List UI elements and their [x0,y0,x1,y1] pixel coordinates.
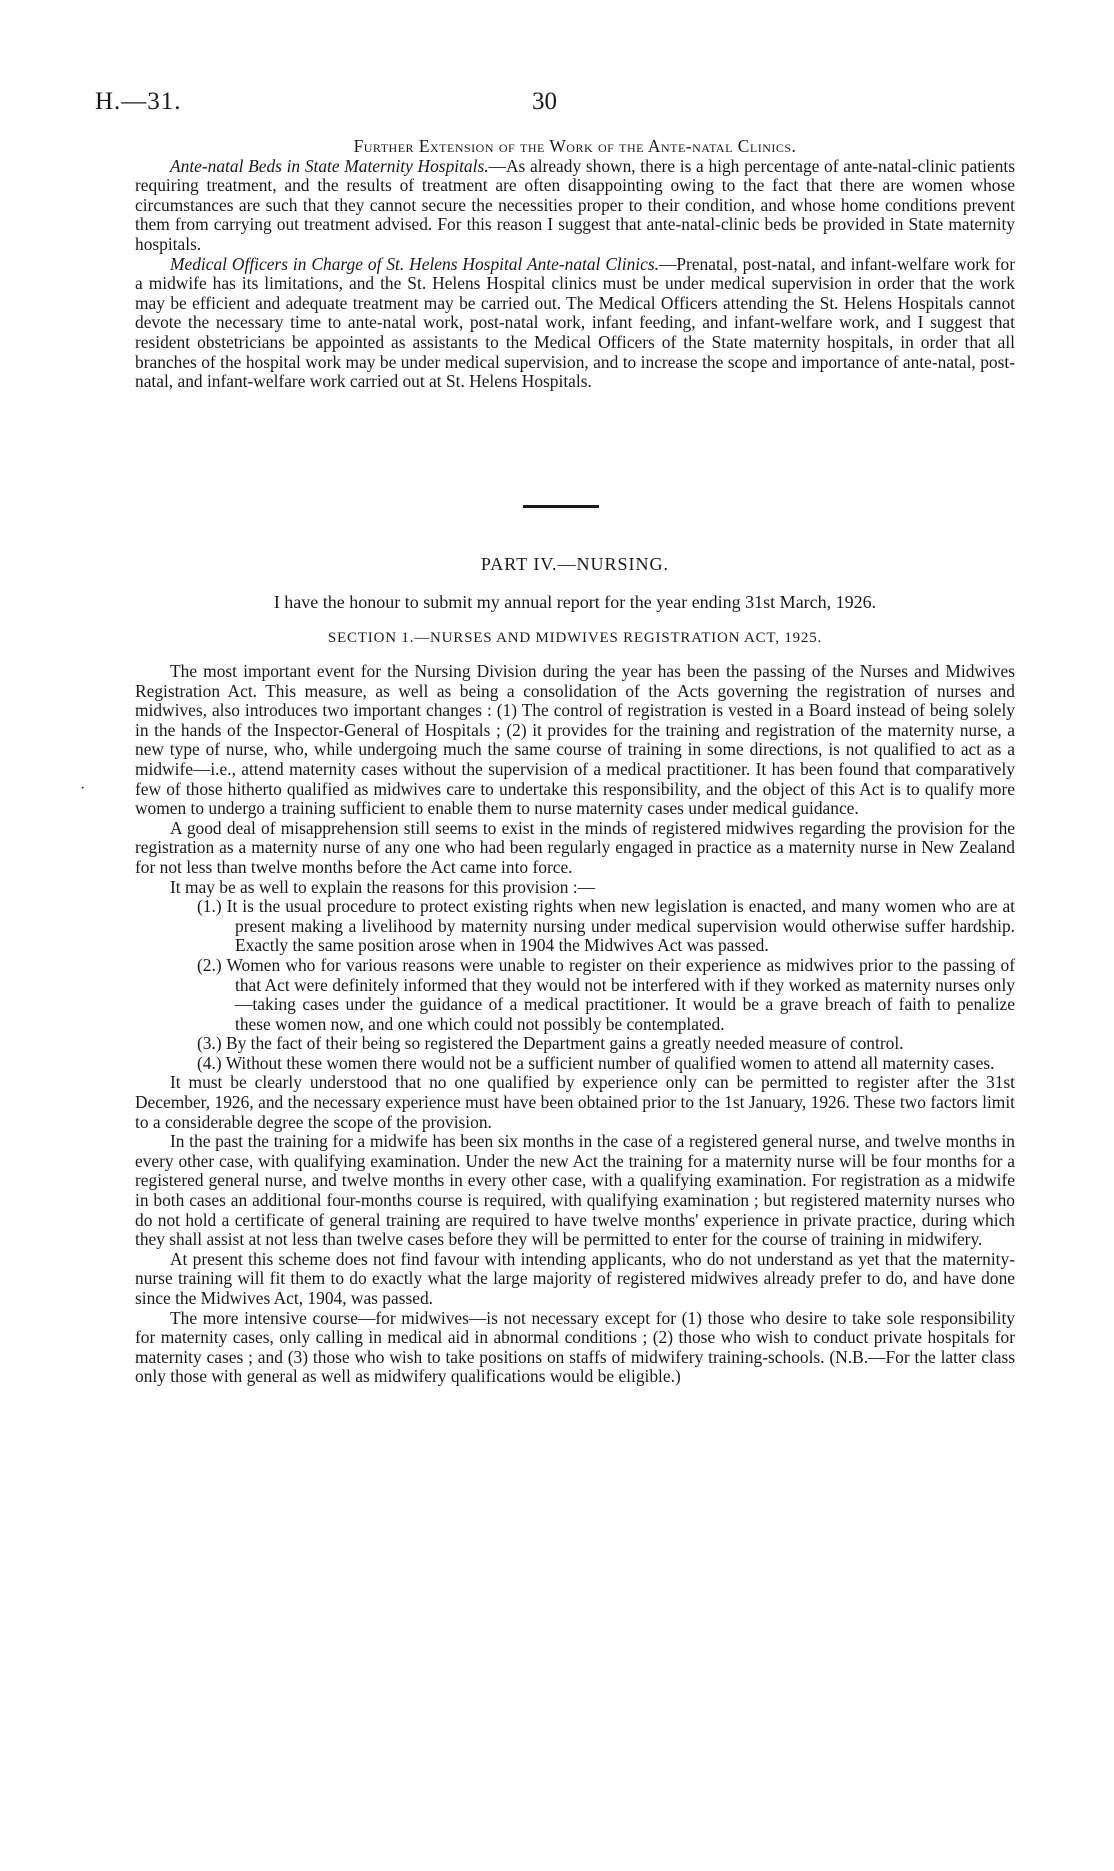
document-reference: H.—31. [95,88,182,115]
list-text: Without these women there would not be a sufficient number of qualified women to attend all maternity cases. [225,1052,995,1073]
part-title: PART IV.—NURSING. [480,554,670,574]
list-item [135,1034,1015,1054]
paragraph-intensive-course: The more intensive course—for midwives—is not necessary except for (1) those who desire to take sole responsibility for maternity cases, only calling in medical aid in abnormal conditions ; (2) those who wish to conduct private hospitals for maternity cases ; and (3) those who wish to take positions on staffs of midwifery training-schools. (N.B.—For the latter class only those with general as well as midwifery qualifications would be eligible.) [135,1307,1015,1387]
list-number: (2.) [197,954,222,975]
antenatal-section [135,137,1015,392]
list-text: Women who for various reasons were unable to register on their experience as midwives prior to the passing of that Act were definitely informed that they would not be interfered with if they worked as maternity nurses only—taking cases under the guidance of a medical practitioner. It would be a grave breach of faith to penalize these women now, and one which could not possibly be contemplated. [226,954,1015,1034]
page-number: 30 [532,88,557,115]
paragraph-registration-act: The most important event for the Nursing Division during the year has been the passing of the Nurses and Midwives Registration Act. This measure, as well as being a consolidation of the Acts governing the registration of nurses and midwives, also introduces two important changes : (1) The control of registration is vested in a Board instead of being solely in the hands of the Inspector-General of Hospitals ; (2) it provides for the training and registration of the maternity nurse, a new type of nurse, who, while undergoing much the same course of training in some directions, is not qualified to act as a midwife—i.e., attend maternity cases without the supervision of a medical practitioner. It has been found that comparatively few of those hitherto qualified as midwives care to undertake this responsibility, and the object of this Act is to qualify more women to undergo a training sufficient to enable them to nurse maternity cases under medical guidance. [135,661,1015,819]
list-text: By the fact of their being so registered the Department gains a greatly needed measure of control. [226,1033,904,1054]
section-divider [523,505,599,508]
medical-officers-paragraph [135,255,1015,392]
antenatal-beds-paragraph [135,157,1015,255]
medical-officers-text: —Prenatal, post-natal, and infant-welfare work for a midwife has its limitations, and the St. Helens Hospital clinics must be under medical supervision in order that the work may be efficient and adequate treatment may be carried out. The Medical Officers attending the St. Helens Hospitals cannot devote the necessary time to ante-natal work, post-natal work, infant feeding, and infant-welfare work, and I suggest that resident obstetricians be appointed as assistants to the Medical Officers of the State maternity hospitals, in order that all branches of the hospital work may be under medical supervision, and to increase the scope and importance of ante-natal, post-natal, and infant-welfare work carried out at St. Helens Hospitals. [135,253,1015,392]
nursing-section [135,662,1015,1387]
list-number: (3.) [197,1033,222,1054]
paragraph-training-duration: In the past the training for a midwife has been six months in the case of a registered general nurse, and twelve months in every other case, with qualifying examination. Under the new Act the training for a maternity nurse will be four months for a registered general nurse, and twelve months in every other case, with a qualifying examination. For registration as a midwife in both cases an additional four-months course is required, with qualifying examination ; but registered maternity nurses who do not hold a certificate of general training are required to have twelve months' experience in private practice, during which they shall assist at not less than twelve cases before they will be permitted to enter for the course of training in midwifery. [135,1131,1015,1250]
paragraph-reasons-intro: It may be as well to explain the reasons for this provision :— [170,876,596,897]
antenatal-beds-lead: Ante-natal Beds in State Maternity Hospitals. [170,155,489,176]
list-item [135,956,1015,1034]
paragraph-misapprehension: A good deal of misapprehension still seems to exist in the minds of registered midwives regarding the provision for the registration as a maternity nurse of any one who had been regularly engaged in practice as a maternity nurse in New Zealand for not less than twelve months before the Act came into force. [135,817,1015,877]
antenatal-heading: Further Extension of the Work of the Ante-natal Clinics. [353,136,797,156]
margin-dot: · [80,780,86,797]
list-item [135,1054,1015,1074]
list-item [135,897,1015,956]
paragraph-scheme-favour: At present this scheme does not find favour with intending applicants, who do not understand as yet that the maternity-nurse training will fit them to do exactly what the large majority of registered midwives already prefer to do, and have done since the Midwives Act, 1904, was passed. [135,1248,1015,1308]
list-number: (1.) [197,896,222,917]
report-intro: I have the honour to submit my annual report for the year ending 31st March, 1926. [273,592,877,612]
list-text: It is the usual procedure to protect existing rights when new legislation is enacted, and many women who are at present making a livelihood by maternity nursing under medical supervision would otherwise suffer hardship. Exactly the same position arose when in 1904 the Midwives Act was passed. [226,896,1015,956]
antenatal-beds-text: —As already shown, there is a high percentage of ante-natal-clinic patients requiring treatment, and the results of treatment are often disappointing owing to the fact that there are women whose circumstances are such that they cannot secure the necessities proper to their condition, and whose home conditions prevent them from carrying out treatment advised. For this reason I suggest that ante-natal-clinic beds be provided in State maternity hospitals. [135,155,1015,254]
medical-officers-lead: Medical Officers in Charge of St. Helens Hospital Ante-natal Clinics. [170,253,659,274]
paragraph-experience-deadline: It must be clearly understood that no one qualified by experience only can be permitted to register after the 31st December, 1926, and the necessary experience must have been obtained prior to the 1st January, 1926. These two factors limit to a considerable degree the scope of the provision. [135,1072,1015,1132]
list-number: (4.) [197,1052,222,1073]
section-title: SECTION 1.—NURSES AND MIDWIVES REGISTRATION ACT, 1925. [327,630,823,646]
